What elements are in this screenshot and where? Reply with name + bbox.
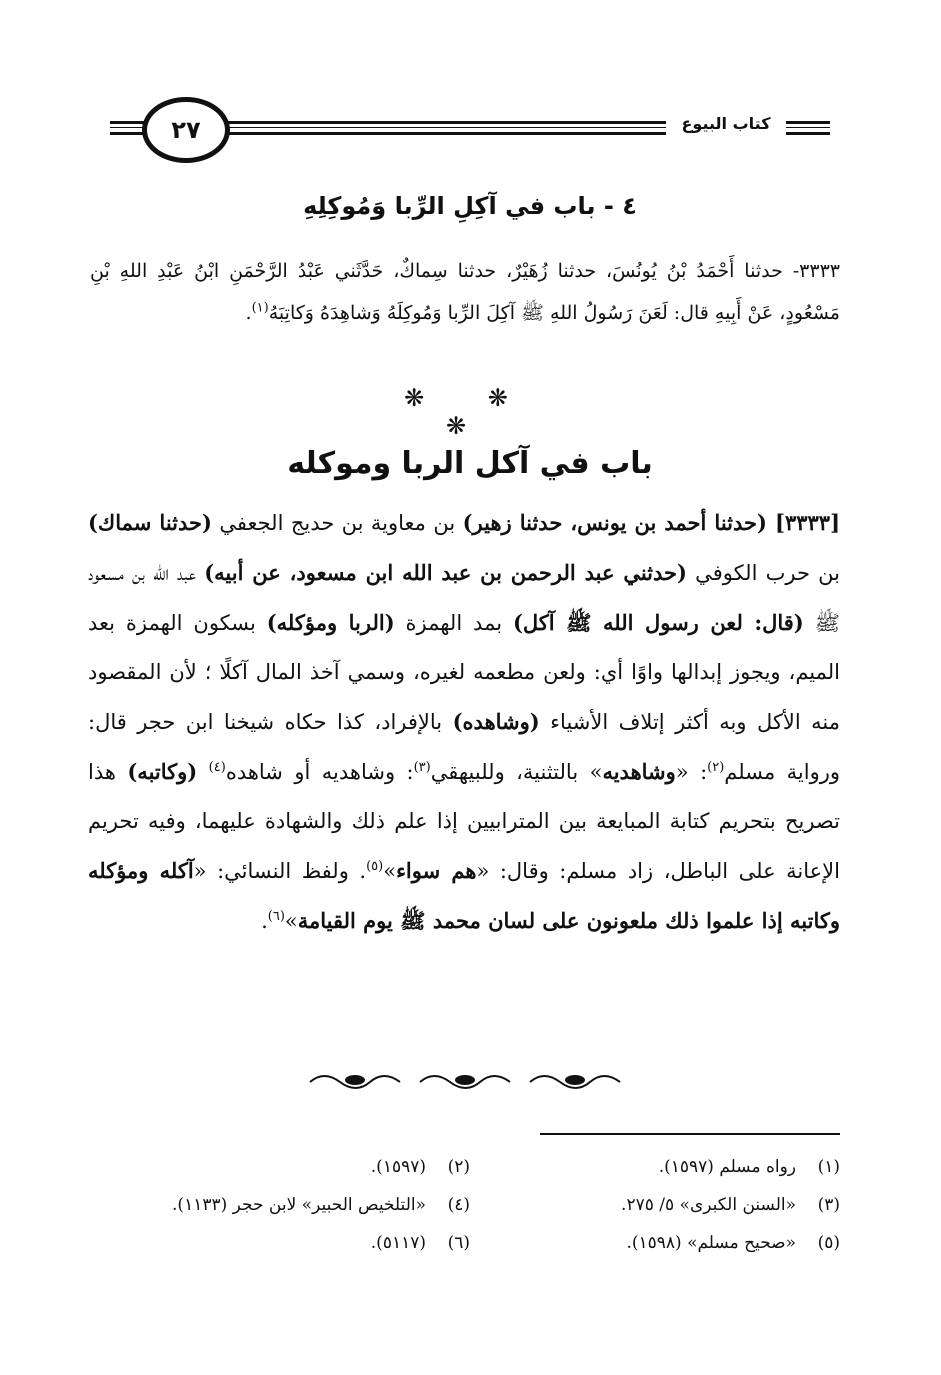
footnote-number: (٦) (447, 1233, 470, 1253)
footnote-number: (١) (817, 1157, 840, 1177)
commentary-span: هم سواء (396, 858, 477, 883)
commentary-span: » (284, 909, 298, 933)
footnote-rule (540, 1133, 840, 1135)
commentary-span: هذا تصريح بتحريم كتابة المبايعة بين المترابيين إذا علم ذلك والشهادة عليهما، وفيه تحريم الإعانة على الباطل، زاد مسلم: وقال: « (88, 760, 840, 883)
section-separator-stars: ❋ ❋ ❋ (404, 384, 536, 440)
footnote (470, 1186, 840, 1224)
commentary-span: . (261, 909, 268, 933)
commentary-span: (وكاتبه) (127, 759, 198, 784)
commentary-span: [٣٣٣٣] (حدثنا أحمد بن يونس، حدثنا زهير) (462, 510, 840, 535)
footnote-ref-6: (٦) (267, 909, 285, 924)
hadith-end: . (245, 302, 252, 324)
footnote-text: (٥١١٧). (370, 1233, 426, 1253)
footnote-ref-4: (٤) (208, 760, 226, 775)
hadith-text (90, 250, 840, 334)
commentary-span: آكله ومؤكله وكاتبه إذا علموا ذلك ملعونون على لسان محمد ﷺ يوم القيامة (88, 858, 840, 933)
footnote-row (100, 1224, 840, 1262)
footnote-ref-3: (٣) (413, 760, 431, 775)
commentary-title: باب في آكل الربا وموكله (287, 446, 653, 481)
footnote-number: (٤) (447, 1195, 470, 1215)
footnote-text: رواه مسلم (١٥٩٧). (658, 1157, 796, 1177)
footnote-ref-2: (٢) (707, 760, 725, 775)
footnote-ref-1: (١) (251, 300, 269, 316)
running-header (110, 95, 840, 155)
footnote (100, 1186, 470, 1224)
footnote-number: (٥) (817, 1233, 840, 1253)
commentary-span: (الربا ومؤكله) (266, 610, 395, 635)
chapter-title: ٤ - باب في آكِلِ الرِّبا وَمُوكِلِهِ (303, 192, 637, 220)
footnote (470, 1148, 840, 1186)
footnote (100, 1224, 470, 1262)
footnote-text: (١٥٩٧). (370, 1157, 426, 1177)
footnote (100, 1148, 470, 1186)
footnote-row (100, 1148, 840, 1186)
commentary-span (197, 760, 208, 784)
commentary-span: » بالتثنية، وللبيهقي (430, 760, 603, 784)
footnote (470, 1224, 840, 1262)
commentary-span: بمد الهمزة (394, 611, 513, 635)
footnotes (100, 1148, 840, 1262)
hadith-body: ٣٣٣٣- حدثنا أَحْمَدُ بْنُ يُونُسَ، حدثنا زُهَيْرٌ، حدثنا سِماكٌ، حَدَّثَني عَبْدُ الرَّحْمَنِ ابْنُ عَبْدِ اللهِ بْنِ مَسْعُودٍ، عَنْ أَبِيهِ قال: لَعَنَ رَسُولُ اللهِ ﷺ آكِلَ الرِّبا وَمُوكِلَهُ وَشاهِدَهُ وَكاتِبَهُ (90, 260, 840, 324)
commentary-span: . ولفظ النسائي: « (193, 859, 367, 883)
commentary-span: (حدثنا سماك) (88, 510, 212, 535)
footnote-text: «صحيح مسلم» (١٥٩٨). (626, 1233, 796, 1253)
footnote-row (100, 1186, 840, 1224)
decorative-ornament (300, 1064, 640, 1096)
commentary-span: بسكون الهمزة بعد الميم، ويجوز إبدالها واوًا أي: ولعن مطعمه لغيره، وسمي آخذ المال آكلًا ؛ لأن المقصود منه الأكل وبه أكثر إتلاف الأشياء (88, 611, 840, 734)
commentary-span: وشاهديه (602, 759, 676, 784)
footnote-text: «التلخيص الحبير» لابن حجر (١١٣٣). (172, 1195, 426, 1215)
commentary-span: بن معاوية بن حديج الجعفي (211, 511, 463, 535)
footnote-number: (٢) (447, 1157, 470, 1177)
book-title: كتاب البيوع (666, 111, 786, 137)
commentary-span: عبد الله بن مسعود ﷺ (88, 561, 840, 635)
commentary-span: : « (675, 760, 708, 784)
commentary-span: : وشاهديه أو شاهده (225, 760, 414, 784)
commentary-span: (قال: لعن رسول الله ﷺ آكل) (512, 610, 804, 635)
page-number: ٢٧ (142, 97, 230, 163)
commentary-span: » (383, 859, 397, 883)
commentary-span: (وشاهده) (452, 709, 540, 734)
footnote-ref-5: (٥) (366, 859, 384, 874)
footnote-number: (٣) (817, 1195, 840, 1215)
commentary-span: (حدثني عبد الرحمن بن عبد الله ابن مسعود، عن أبيه) (204, 560, 687, 585)
commentary-span: بالإفراد، كذا حكاه شيخنا ابن حجر قال: ورواية مسلم (88, 710, 840, 784)
commentary-span: بن حرب الكوفي (686, 561, 841, 585)
footnote-text: «السنن الكبرى» ٥/ ٢٧٥. (621, 1195, 796, 1215)
commentary-text (88, 498, 840, 946)
